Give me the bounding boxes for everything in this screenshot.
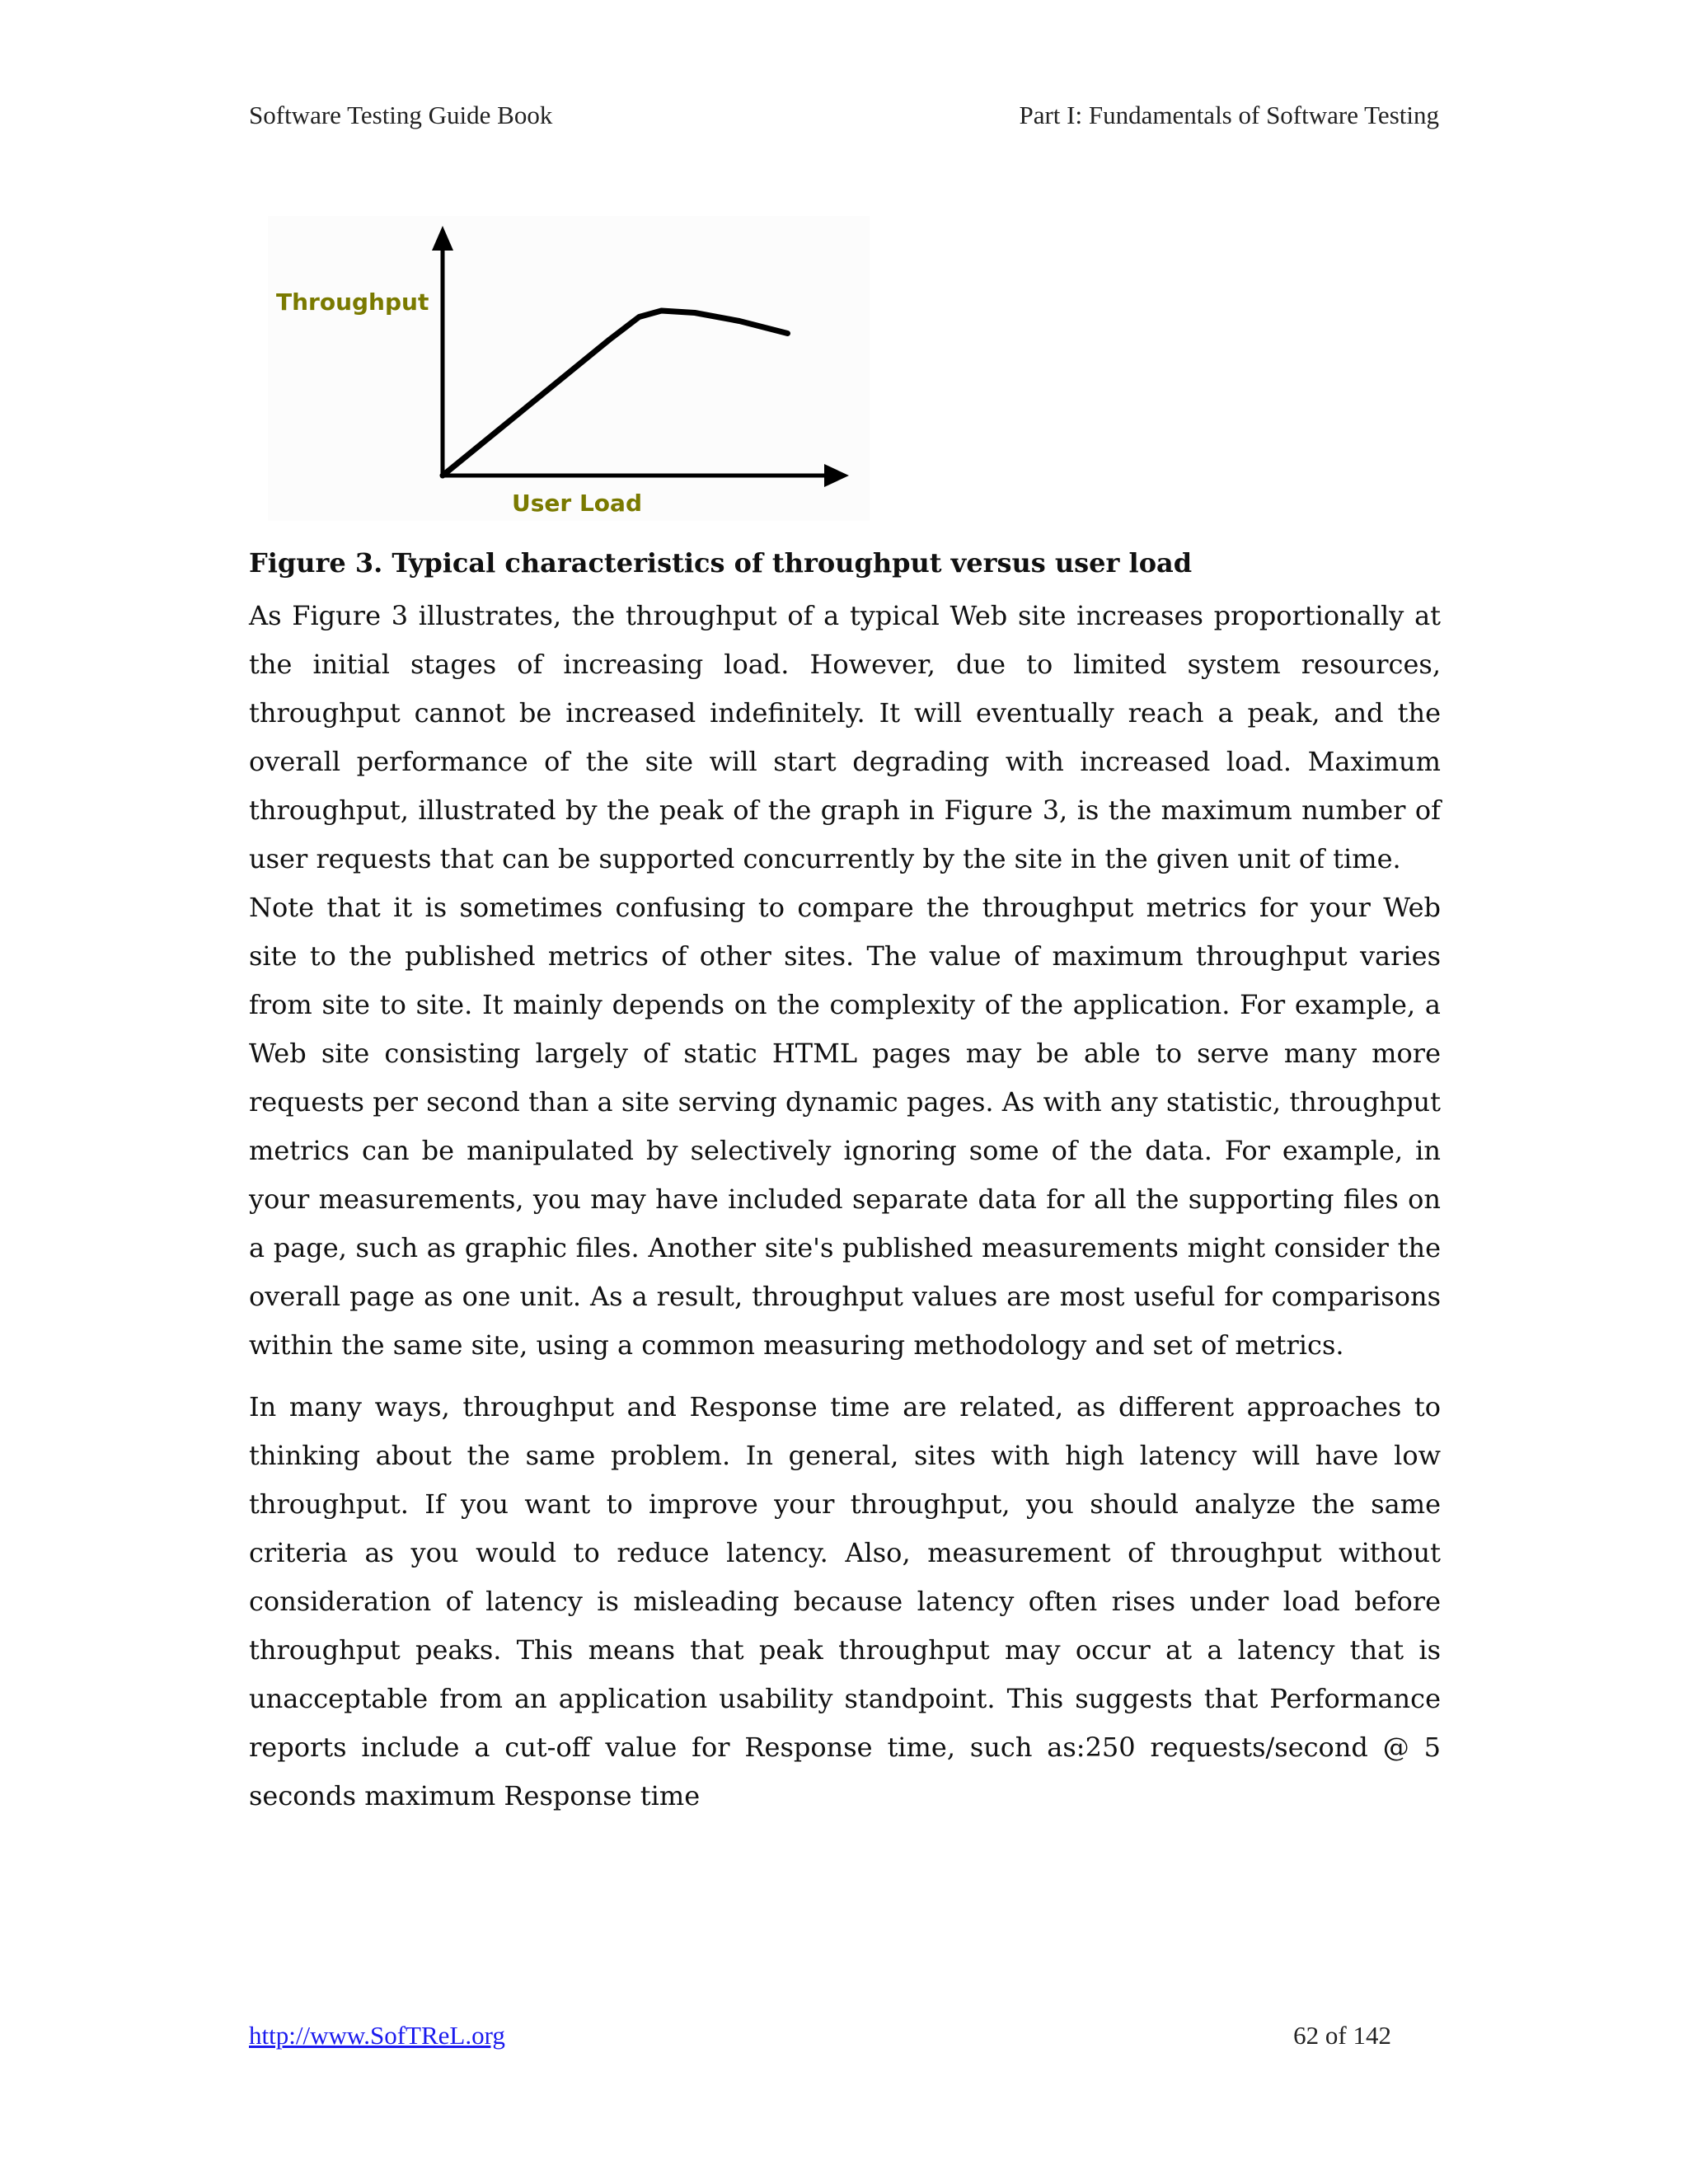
page-content (249, 546, 1441, 1821)
throughput-chart (268, 216, 870, 521)
figure-caption: Figure 3. Typical characteristics of throughput versus user load (249, 547, 1193, 579)
page-number: 62 of 142 (1293, 2021, 1391, 2050)
x-axis-label: User Load (512, 490, 642, 517)
paragraph-1: As Figure 3 illustrates, the throughput of a typical Web site increases proportionally at the initial stages of increasing load. However, due to limited system resources, throughput cannot be increased indefinitely. It will eventually reach a peak, and the overall performance of the site will start degrading with increased load. Maximum throughput, illustrated by the peak of the graph in Figure 3, is the maximum number of user requests that can be supported concurrently by the site in the given unit of time. (249, 600, 1441, 874)
header-part-title: Part I: Fundamentals of Software Testing (1019, 101, 1439, 129)
header-book-title: Software Testing Guide Book (249, 101, 553, 129)
paragraph-3: In many ways, throughput and Response time are related, as different approaches to thinking about the same problem. In general, sites with high latency will have low throughput. If you want to improve your throughput, you should analyze the same criteria as you would to reduce latency. Also, measurement of throughput without consideration of latency is misleading because latency often rises under load before throughput peaks. This means that peak throughput may occur at a latency that is unacceptable from an application usability standpoint. This suggests that Performance reports include a cut-off value for Response time, such as:250 requests/second @ 5 seconds maximum Response time (249, 1391, 1441, 1811)
y-axis-label: Throughput (276, 288, 429, 316)
paragraph-2: Note that it is sometimes confusing to compare the throughput metrics for your Web site to the published metrics of other sites. The value of maximum throughput varies from site to site. It mainly depends on the complexity of the application. For example, a Web site consisting largely of static HTML pages may be able to serve many more requests per second than a site serving dynamic pages. As with any statistic, throughput metrics can be manipulated by selectively ignoring some of the data. For example, in your measurements, you may have included separate data for all the supporting files on a page, such as graphic files. Another site's published measurements might consider the overall page as one unit. As a result, throughput values are most useful for comparisons within the same site, using a common measuring methodology and set of metrics. (249, 892, 1441, 1361)
throughput-figure (268, 216, 870, 521)
page-header (249, 97, 1439, 134)
footer-site-link[interactable]: http://www.SofTReL.org (249, 2021, 505, 2050)
page-footer (249, 2018, 1391, 2054)
